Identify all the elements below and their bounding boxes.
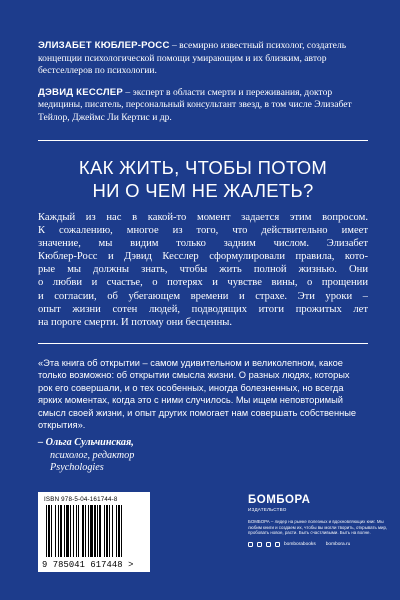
publisher-logo-subtitle: ИЗДАТЕЛЬСТВО: [248, 507, 287, 512]
isbn-label: ISBN 978-5-04-161744-8: [44, 496, 118, 503]
quote-attribution: [38, 437, 238, 475]
divider-top: [38, 140, 368, 141]
body-line: опыт жизни сотен людей, подводящих итоги прожитых лет: [38, 303, 368, 315]
body-line: о любви и счастье, о потерях и чувстве вины, о прощении: [38, 277, 368, 289]
social-handle: bomborabooks: [284, 541, 316, 547]
author-bio-kessler: [38, 87, 368, 125]
body-paragraph: [38, 211, 368, 329]
publisher-block: [248, 494, 388, 547]
body-line: и согласии, об убегающем времени и страхе. Эти уроки –: [38, 290, 368, 302]
headline-line: НИ О ЧЕМ НЕ ЖАЛЕТЬ?: [92, 180, 314, 201]
quote-line: рок его совершали, и о тех особенных, иногда болезненных, но всегда: [38, 382, 344, 393]
authors-section: [38, 40, 368, 134]
barcode-digits: 9 785041 617448 >: [42, 560, 134, 570]
author-name: ЭЛИЗАБЕТ КЮБЛЕР-РОСС: [38, 40, 170, 51]
body-line: на пороге смерти. И потому они бесценны.: [38, 316, 233, 328]
author-bio-text: – эксперт в области смерти и переживания, доктор медицины, писатель, персональный консультант звезд, в том числе Элизабет Тейлор, Джеймс Ли Кертис и др.: [38, 86, 352, 123]
youtube-icon: [257, 542, 262, 547]
headline: [38, 156, 368, 202]
publisher-site: bombora.ru: [325, 541, 351, 547]
divider-middle: [38, 343, 368, 344]
telegram-icon: [266, 542, 271, 547]
body-line: значение, мы видим только задним числом. Элизабет: [38, 238, 368, 250]
quote-line: «Эта книга об открытии – самом удивительном и великолепном, какое: [38, 358, 343, 368]
author-bio-text: – всемирно известный психолог, создатель концепции психологической помощи умирающим и их близким, автор бестселлеров по психологии.: [38, 40, 347, 77]
ok-icon: [275, 542, 280, 547]
attribution-author: – Ольга Сульчинская,: [38, 437, 134, 448]
body-line: Кюблер-Росс и Дэвид Кесслер сформулировали правила, кото-: [38, 251, 368, 263]
isbn-barcode: [38, 492, 150, 572]
publisher-logo: БОМБОРА: [248, 494, 311, 506]
body-line: рые мы должны знать, чтобы жить полной жизнью. Они: [38, 264, 368, 276]
body-line: Каждый из нас в какой-то момент задается этим вопросом.: [38, 212, 368, 223]
publisher-social: [248, 542, 388, 547]
quote-line: открытия».: [38, 420, 86, 431]
vk-icon: [248, 542, 253, 547]
body-line: К сожалению, многое из того, что действительно имеет: [38, 225, 368, 237]
quote-line: только возможно: об открытии смысла жизни. О разных людях, которых: [38, 370, 350, 381]
headline-line: КАК ЖИТЬ, ЧТОБЫ ПОТОМ: [78, 157, 328, 178]
quote-line: смысл своей жизни, и опыт других помогает нам совершать собственные: [38, 407, 357, 418]
attribution-publication: Psychologies: [50, 462, 104, 473]
attribution-role: психолог, редактор: [50, 449, 135, 461]
quote-line: ярких моментах, когда это с ними случилось. Мы ищем неповторимый: [38, 395, 343, 406]
publisher-description: БОМБОРА – лидер на рынке полезных и вдохновляющих книг. Мы любим книги и создаем их, чтобы вы могли творить, открывать мир, пробовать новое, расти. Быть счастливыми. Быть на волне.: [248, 519, 388, 536]
quote-block: [38, 357, 373, 431]
author-bio-kubler-ross: [38, 40, 368, 78]
barcode-icon: [44, 505, 144, 559]
author-name: ДЭВИД КЕССЛЕР: [38, 86, 123, 98]
